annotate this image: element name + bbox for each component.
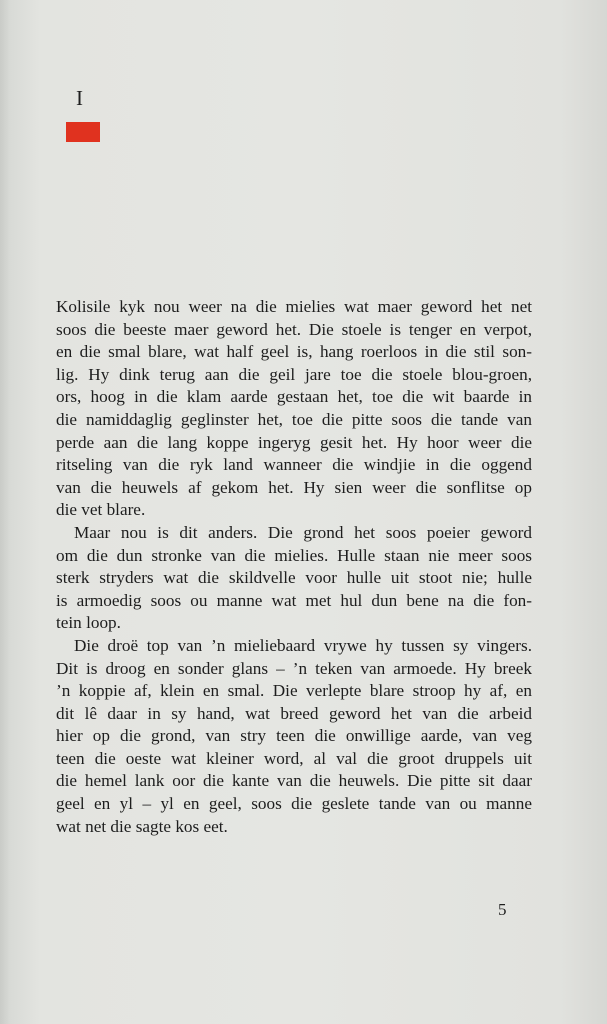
text-line: ors, hoog in die klam aarde gestaan het, toe die wit baarde in: [56, 387, 532, 407]
text-line: en die smal blare, wat half geel is, hang roerloos in die stil son-: [56, 342, 532, 362]
text-line: lig. Hy dink terug aan die geil jare toe die stoele blou-groen,: [56, 364, 532, 384]
text-line: ritseling van die ryk land wanneer die windjie in die oggend: [56, 455, 532, 475]
text-line: teen die oeste wat kleiner word, al val die groot druppels uit: [56, 748, 532, 768]
paragraph-3: [56, 635, 532, 838]
body-text: [56, 296, 532, 838]
text-line: die namiddaglig geglinster het, toe die pitte soos die tande van: [56, 409, 532, 429]
text-line: ’n koppie af, klein en smal. Die verlepte blare stroop hy af, en: [56, 681, 532, 701]
text-line: tein loop.: [56, 613, 121, 633]
chapter-red-mark: [66, 122, 100, 142]
text-line: om die dun stronke van die mielies. Hulle staan nie meer soos: [56, 545, 532, 565]
chapter-number: I: [76, 86, 84, 110]
text-line: is armoedig soos ou manne wat met hul dun bene na die fon-: [56, 590, 532, 610]
text-line: Die droë top van ’n mieliebaard vrywe hy tussen sy vingers.: [74, 635, 532, 655]
paragraph-1: [56, 296, 532, 522]
text-line: Kolisile kyk nou weer na die mielies wat maer geword het net: [56, 297, 532, 316]
text-line: wat net die sagte kos eet.: [56, 816, 228, 836]
page-number: 5: [498, 900, 507, 919]
text-line: dit lê daar in sy hand, wat breed geword het van die arbeid: [56, 703, 532, 723]
text-line: hier op die grond, van stry teen die onwillige aarde, van veg: [56, 726, 532, 746]
text-line: geel en yl – yl en geel, soos die geslete tande van ou manne: [56, 794, 532, 814]
text-line: perde aan die lang koppe ingeryg gesit het. Hy hoor weer die: [56, 432, 532, 452]
text-line: die vet blare.: [56, 500, 146, 520]
paragraph-2: [56, 522, 532, 635]
text-line: van die heuwels af gekom het. Hy sien weer die sonflitse op: [56, 477, 532, 497]
text-line: soos die beeste maer geword het. Die stoele is tenger en verpot,: [56, 319, 532, 339]
text-line: Dit is droog en sonder glans – ’n teken van armoede. Hy breek: [56, 658, 532, 678]
text-line: die hemel lank oor die kante van die heuwels. Die pitte sit daar: [56, 771, 532, 791]
text-line: sterk stryders wat die skildvelle voor hulle uit stoot nie; hulle: [56, 568, 532, 588]
text-line: Maar nou is dit anders. Die grond het soos poeier geword: [74, 522, 532, 542]
